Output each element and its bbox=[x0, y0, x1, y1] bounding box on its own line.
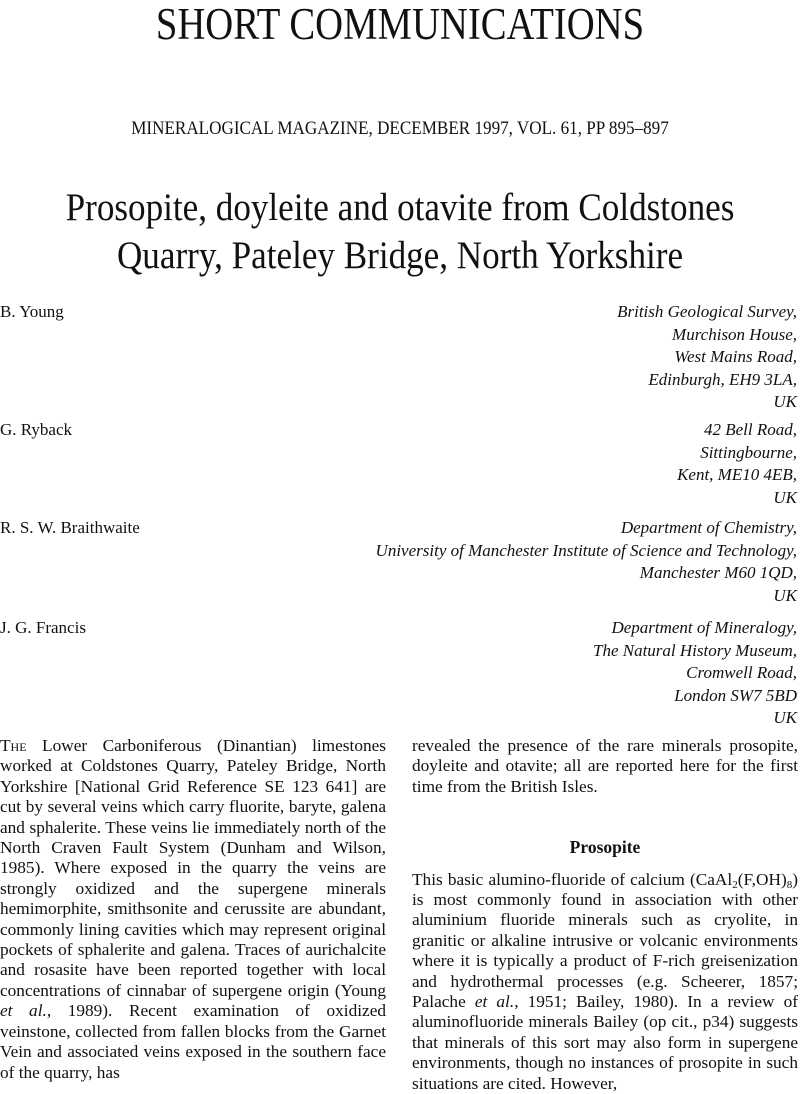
emphasis-text: et al. bbox=[474, 992, 515, 1012]
affiliation-line: London SW7 5BD bbox=[674, 685, 797, 705]
article-title bbox=[40, 184, 760, 280]
drop-cap-word: The bbox=[0, 736, 27, 755]
affiliation-line: British Geological Survey, bbox=[617, 302, 797, 321]
affiliation-line: Sittingbourne, bbox=[700, 442, 797, 462]
affiliation-line: UK bbox=[773, 392, 797, 411]
affiliation-line: Cromwell Road, bbox=[686, 663, 797, 682]
paragraph-text: , 1989). Recent examination of oxidized veinstone, collected from fallen blocks from the Garnet Vein and associated veins exposed in the southern face of the quarry, has bbox=[0, 1001, 387, 1082]
paragraph-text: , 1951; Bailey, 1980). In a review of aluminofluoride minerals Bailey (op cit., p34) suggests that minerals of this sort may also form in supergene environments, though no instances of prosopite in such situations are cited. However, bbox=[412, 992, 798, 1093]
affiliation-line: 42 Bell Road, bbox=[703, 420, 797, 439]
intro-paragraph-continued: revealed the presence of the rare minerals prosopite, doyleite and otavite; all are reported here for the first time from the British Isles. bbox=[412, 736, 798, 796]
emphasis-text: et al. bbox=[0, 1001, 47, 1021]
affiliation-line: University of Manchester Institute of Science and Technology, bbox=[375, 540, 797, 560]
affiliation-line: UK bbox=[773, 708, 797, 727]
section-header: SHORT COMMUNICATIONS bbox=[155, 0, 645, 49]
author-affiliation bbox=[593, 617, 797, 730]
affiliation-line: UK bbox=[773, 585, 797, 605]
affiliation-line: Manchester M60 1QD, bbox=[639, 563, 797, 582]
affiliation-line: Department of Mineralogy, bbox=[611, 618, 797, 637]
body-column-right bbox=[412, 736, 798, 1094]
author-affiliation bbox=[376, 517, 797, 607]
affiliation-line: Kent, ME10 4EB, bbox=[677, 465, 797, 484]
title-line-2: Quarry, Pateley Bridge, North Yorkshire bbox=[116, 234, 684, 277]
paragraph-text: ) is most commonly found in association with other aluminium fluoride minerals such as cryolite, in granitic or alkaline intrusive or volcanic environments where it is typically a product of F-rich greisenization and hydrothermal processes (e.g. Scheerer, 1857; Palache bbox=[412, 869, 798, 1012]
author-name: G. Ryback bbox=[0, 420, 73, 439]
intro-paragraph bbox=[0, 736, 386, 1083]
journal-citation: MINERALOGICAL MAGAZINE, DECEMBER 1997, VOL. 61, PP 895–897 bbox=[131, 118, 669, 139]
author-affiliation bbox=[677, 419, 797, 509]
subscript: 8 bbox=[786, 878, 793, 891]
title-line-1: Prosopite, doyleite and otavite from Coldstones bbox=[65, 186, 735, 229]
prosopite-paragraph bbox=[412, 870, 798, 1094]
affiliation-line: The Natural History Museum, bbox=[593, 640, 797, 660]
affiliation-line: Murchison House, bbox=[672, 324, 797, 344]
body-column-left bbox=[0, 736, 386, 1083]
paragraph-text: (F,OH) bbox=[737, 869, 787, 889]
affiliation-line: Department of Chemistry, bbox=[620, 518, 797, 537]
affiliation-line: UK bbox=[773, 487, 797, 507]
affiliation-line: Edinburgh, EH9 3LA, bbox=[648, 369, 797, 389]
author-name: B. Young bbox=[0, 302, 64, 321]
author-name: R. S. W. Braithwaite bbox=[0, 518, 140, 537]
paragraph-text: This basic alumino-fluoride of calcium (CaAl bbox=[412, 869, 733, 889]
section-heading-prosopite: Prosopite bbox=[569, 837, 641, 858]
author-affiliation bbox=[617, 301, 797, 414]
subscript: 2 bbox=[732, 878, 738, 891]
paragraph-text: Lower Carboniferous (Dinantian) limestones worked at Coldstones Quarry, Pateley Bridge, North Yorkshire [National Grid Reference SE 123 641] are cut by several veins which carry fluorite, baryte, galena and sphalerite. These veins lie immediately north of the North Craven Fault System (Dunham and Wilson, 1985). Where exposed in the quarry the veins are strongly oxidized and the supergene minerals hemimorphite, smithsonite and cerussite are abundant, commonly lining cavities which may represent original pockets of sphalerite and galena. Traces of aurichalcite and rosasite have been reported together with local concentrations of cinnabar of supergene origin (Young bbox=[0, 736, 386, 1000]
author-name: J. G. Francis bbox=[0, 618, 86, 637]
affiliation-line: West Mains Road, bbox=[674, 347, 797, 366]
